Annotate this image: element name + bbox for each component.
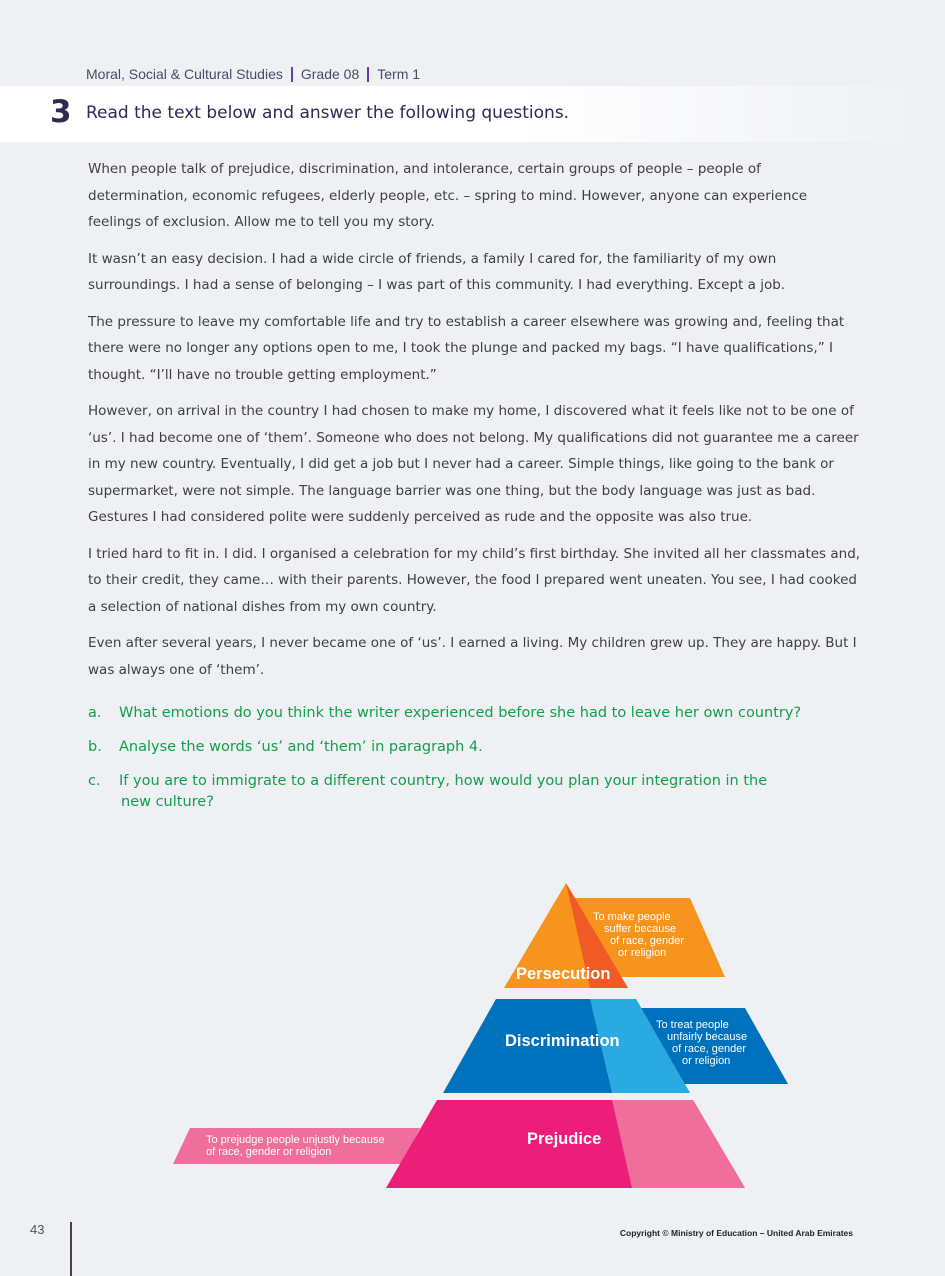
question-title: Read the text below and answer the following questions. [86, 103, 570, 123]
header-divider [291, 67, 293, 82]
prejudice-desc-1: To prejudge people unjustly because [206, 1134, 385, 1146]
passage-paragraph: The pressure to leave my comfortable life and try to establish a career elsewhere was growing and, feeling that there were no longer any options open to me, I took the plunge and packed my bags. “I have qualifications,” I thought. “I’ll have no trouble getting employment.” [88, 313, 845, 383]
question-item [88, 703, 848, 724]
discrimination-label: Discrimination [505, 1032, 620, 1050]
question-text-line: If you are to immigrate to a different country, how would you plan your integration in the [119, 773, 768, 789]
persecution-desc-4: or religion [618, 947, 667, 959]
persecution-desc-3: of race, gender [610, 935, 684, 947]
header-divider [367, 67, 369, 82]
copyright-notice: Copyright © Ministry of Education – United Arab Emirates [619, 1228, 853, 1238]
discrimination-desc-3: of race, gender [672, 1043, 746, 1055]
prejudice-label: Prejudice [527, 1130, 602, 1148]
reading-passage [88, 156, 863, 693]
discrimination-desc-2: unfairly because [667, 1031, 748, 1043]
question-label: c. [88, 773, 101, 789]
question-item [88, 771, 848, 813]
question-label: a. [88, 705, 102, 721]
question-list [88, 703, 848, 826]
passage-paragraph: When people talk of prejudice, discrimination, and intolerance, certain groups of people – people of determination, economic refugees, elderly people, etc. – spring to mind. However, anyone can experience feelings of exclusion. Allow me to tell you my story. [88, 161, 808, 230]
question-text: What emotions do you think the writer experienced before she had to leave her own country? [119, 705, 802, 721]
grade-label: Grade 08 [300, 66, 360, 82]
passage-paragraph: Even after several years, I never became one of ‘us’. I earned a living. My children grew up. They are happy. But I was always one of ‘them’. [88, 635, 857, 678]
term-label: Term 1 [377, 66, 421, 82]
question-item [88, 737, 848, 758]
question-text-continuation: new culture? [121, 794, 214, 810]
prejudice-desc-2: of race, gender or religion [206, 1146, 332, 1158]
passage-paragraph: I tried hard to fit in. I did. I organised a celebration for my child’s first birthday. She invited all her classmates and, to their credit, they came… with their parents. However, the food I prepared went uneaten. You see, I had cooked a selection of national dishes from my own country. [88, 545, 861, 615]
page-header [86, 66, 420, 82]
persecution-desc-2: suffer because [604, 923, 676, 935]
question-text: Analyse the words ‘us’ and ‘them’ in paragraph 4. [119, 739, 483, 755]
discrimination-desc-4: or religion [682, 1055, 731, 1067]
passage-paragraph: However, on arrival in the country I had chosen to make my home, I discovered what it feels like not to be one of ‘us’. I had become one of ‘them’. Someone who does not belong. My qualifications did not guarantee me a career in my new country. Eventually, I did get a job but I never had a career. Simple things, like going to the bank or supermarket, were not simple. The language barrier was one thing, but the body language was just as bad. Gestures I had considered polite were suddenly perceived as rude and the opposite was also true. [88, 403, 859, 525]
discrimination-desc-1: To treat people [656, 1019, 729, 1031]
passage-paragraph: It wasn’t an easy decision. I had a wide circle of friends, a family I cared for, the familiarity of my own surroundings. I had a sense of belonging – I was part of this community. I had everything. Except a job. [88, 250, 786, 293]
question-text [119, 771, 848, 813]
persecution-desc-1: To make people [593, 911, 671, 923]
page-number: 43 [30, 1222, 45, 1237]
question-label: b. [88, 739, 102, 755]
footer-divider [70, 1222, 72, 1276]
pyramid-graphic [0, 870, 945, 1200]
subject-label: Moral, Social & Cultural Studies [86, 66, 283, 82]
question-number: 3 [50, 94, 72, 130]
prejudice-tier-shade [612, 1100, 745, 1188]
prejudice-pyramid-diagram [0, 870, 945, 1200]
persecution-label: Persecution [516, 965, 611, 983]
